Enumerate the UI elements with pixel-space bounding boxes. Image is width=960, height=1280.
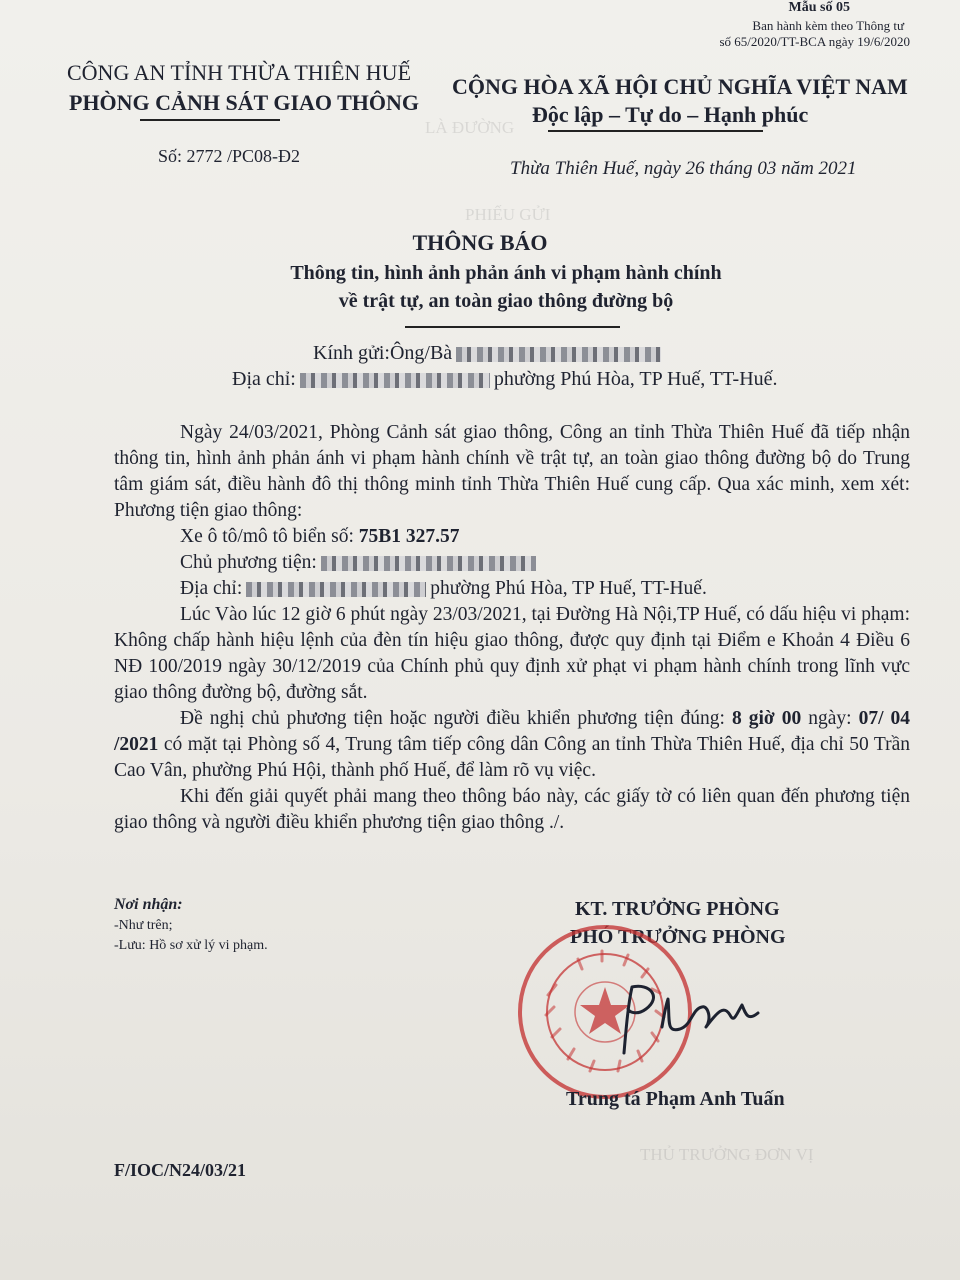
- receiver-item: -Như trên;: [114, 918, 173, 933]
- owner-address-label: Địa chỉ:: [180, 578, 243, 599]
- footer-reference-code: F/IOC/N24/03/21: [114, 1160, 247, 1180]
- notice-subtitle-line1: Thông tin, hình ảnh phản ánh vi phạm hành chính: [290, 262, 722, 284]
- signature-title-line1: KT. TRƯỞNG PHÒNG: [575, 898, 780, 920]
- redacted-owner: [321, 556, 536, 571]
- signer-name: Trung tá Phạm Anh Tuấn: [566, 1088, 785, 1110]
- receivers-heading: Nơi nhận:: [114, 896, 183, 913]
- paragraph-summons: Đề nghị chủ phương tiện hoặc người điều khiển phương tiện đúng: 8 giờ 00 ngày: 07/ 04 /2021 có mặt tại Phòng số 4, Trung tâm tiếp công dân Công an tỉnh Thừa Thiên Huế, địa chỉ 50 Trần Cao Vân, phường Phú Hội, thành phố Huế, để làm rõ vụ việc.: [114, 708, 911, 781]
- notice-body: [114, 420, 910, 836]
- address-label: Địa chỉ:: [232, 368, 296, 390]
- document-number: Số: 2772 /PC08-Đ2: [158, 146, 301, 166]
- place-date: Thừa Thiên Huế, ngày 26 tháng 03 năm 2021: [510, 158, 857, 179]
- form-issued-line: Ban hành kèm theo Thông tư: [752, 18, 904, 33]
- bleed-through-text: LÀ ĐƯỜNG: [425, 118, 515, 137]
- recipient-line: [313, 342, 665, 365]
- form-number: Mẫu số 05: [788, 0, 850, 15]
- owner-line: [114, 550, 910, 576]
- org-underline: [140, 119, 280, 121]
- notice-title: THÔNG BÁO: [412, 230, 548, 255]
- signature-title-line2: PHÓ TRƯỞNG PHÒNG: [570, 926, 786, 948]
- republic-heading: CỘNG HÒA XÃ HỘI CHỦ NGHĨA VIỆT NAM: [452, 74, 908, 99]
- redacted-owner-address: [246, 582, 426, 597]
- motto-underline: [548, 130, 763, 132]
- paragraph-violation: Lúc Vào lúc 12 giờ 6 phút ngày 23/03/2021, tại Đường Hà Nội,TP Huế, có dấu hiệu vi phạm: Không chấp hành hiệu lệnh của đèn tín hiệu giao thông, được quy định tại Điểm e Khoản 4 Điều 6 NĐ 100/2019 ngày 30/12/2019 của Chính phủ quy định xử phạt vi phạm hành chính trong lĩnh vực giao thông đường bộ, đường sắt.: [114, 604, 910, 703]
- notice-subtitle-line2: về trật tự, an toàn giao thông đường bộ: [338, 290, 674, 312]
- handwritten-signature: [610, 975, 770, 1065]
- redacted-name: [456, 347, 661, 362]
- bleed-through-text: THỦ TRƯỞNG ĐƠN VỊ: [640, 1145, 814, 1164]
- receiver-item: -Lưu: Hồ sơ xử lý vi phạm.: [114, 938, 268, 953]
- owner-label: Chủ phương tiện:: [180, 552, 317, 573]
- redacted-address: [300, 373, 490, 388]
- bleed-through-text: PHIẾU GỬI: [465, 205, 551, 224]
- org-name-line1: CÔNG AN TỈNH THỪA THIÊN HUẾ: [67, 60, 412, 85]
- appointment-time: 8 giờ 00: [731, 708, 802, 729]
- paragraph-documents: Khi đến giải quyết phải mang theo thông báo này, các giấy tờ có liên quan đến phương tiện giao thông và người điều khiển phương tiện giao thông ./.: [114, 786, 910, 833]
- national-motto: Độc lập – Tự do – Hạnh phúc: [532, 102, 809, 127]
- recipient-label: Kính gửi:Ông/Bà: [313, 342, 453, 364]
- title-underline: [405, 326, 620, 328]
- plate-value: 75B1 327.57: [358, 526, 460, 547]
- recipient-address: [232, 368, 778, 391]
- plate-label: Xe ô tô/mô tô biển số:: [180, 526, 354, 547]
- appointment-date: 07/ 04 /2021: [114, 708, 911, 755]
- vehicle-plate-line: [114, 524, 910, 550]
- org-name-line2: PHÒNG CẢNH SÁT GIAO THÔNG: [69, 90, 420, 115]
- address-tail: phường Phú Hòa, TP Huế, TT-Huế.: [493, 368, 778, 390]
- paragraph-intake: Ngày 24/03/2021, Phòng Cảnh sát giao thông, Công an tỉnh Thừa Thiên Huế đã tiếp nhận thông tin, hình ảnh phản ánh vi phạm hành chính về trật tự, an toàn giao thông đường bộ do Trung tâm giám sát, điều hành đô thị thông minh tỉnh Thừa Thiên Huế cung cấp. Qua xác minh, xem xét: Phương tiện giao thông:: [114, 422, 910, 521]
- form-issued-line: số 65/2020/TT-BCA ngày 19/6/2020: [719, 34, 910, 49]
- owner-address-line: [114, 576, 910, 602]
- owner-address-tail: phường Phú Hòa, TP Huế, TT-Huế.: [430, 578, 707, 599]
